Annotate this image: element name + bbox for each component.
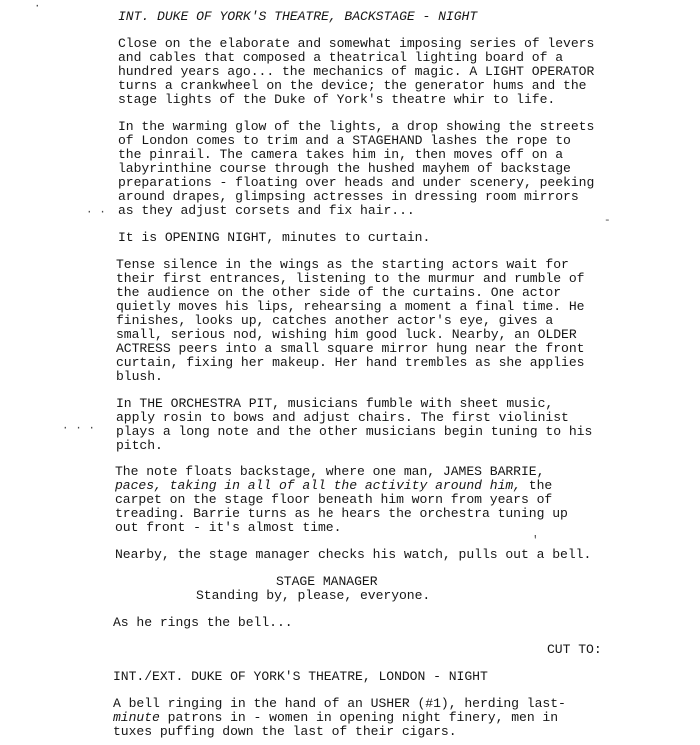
scan-mark: - — [604, 215, 611, 227]
action-line: carpet on the stage floor beneath him worn from years of — [115, 492, 553, 507]
scene-heading: INT./EXT. DUKE OF YORK'S THEATRE, LONDON - NIGHT — [113, 669, 488, 684]
action-line: their first entrances, listening to the murmur and rumble of — [116, 271, 585, 286]
action-line: labyrinthine course through the hushed mayhem of backstage — [118, 161, 571, 176]
transition: CUT TO: — [547, 642, 602, 657]
action-line: As he rings the bell... — [113, 615, 293, 630]
scan-mark: ' — [532, 535, 539, 547]
action-line: It is OPENING NIGHT, minutes to curtain. — [118, 230, 431, 245]
action-line: the audience on the other side of the curtains. One actor — [116, 285, 562, 300]
action-line: of London comes to trim and a STAGEHAND lashes the rope to — [118, 133, 571, 148]
action-line: curtain, fixing her makeup. Her hand trembles as she applies — [116, 355, 585, 370]
action-text: patrons in - women in opening night finery, men in — [159, 710, 559, 725]
action-line: blush. — [116, 369, 163, 384]
action-line: treading. Barrie turns as he hears the orchestra tuning up — [115, 506, 568, 521]
character-name: STAGE MANAGER — [276, 574, 378, 589]
italic-text: paces, taking in all of all the activity around him, — [115, 478, 521, 493]
action-line: preparations - floating over heads and under scenery, peeking — [118, 175, 595, 190]
action-line: In THE ORCHESTRA PIT, musicians fumble with sheet music, — [116, 396, 554, 411]
action-line: finishes, looks up, catches another actor's eye, gives a — [116, 313, 554, 328]
action-text: the — [521, 478, 553, 493]
action-line: Nearby, the stage manager checks his watch, pulls out a bell. — [115, 547, 592, 562]
dialogue-line: Standing by, please, everyone. — [196, 588, 431, 603]
scan-mark: · · — [86, 207, 106, 219]
scan-mark: · — [34, 1, 41, 13]
action-line: A bell ringing in the hand of an USHER (#1), herding last- — [113, 696, 566, 711]
action-line: apply rosin to bows and adjust chairs. The first violinist — [116, 410, 569, 425]
action-line: tuxes puffing down the last of their cigars. — [113, 724, 457, 739]
action-line: and cables that composed a theatrical lighting board of a — [118, 50, 564, 65]
italic-text: minute — [113, 710, 160, 725]
action-line: The note floats backstage, where one man, JAMES BARRIE, — [115, 464, 545, 479]
action-line: stage lights of the Duke of York's theatre whir to life. — [118, 92, 556, 107]
action-line: plays a long note and the other musicians begin tuning to his — [116, 424, 593, 439]
action-line — [115, 479, 700, 493]
action-line — [113, 711, 700, 725]
action-line: ACTRESS peers into a small square mirror hung near the front — [116, 341, 585, 356]
action-line: out front - it's almost time. — [115, 520, 342, 535]
action-line: pitch. — [116, 438, 163, 453]
action-line: as they adjust corsets and fix hair... — [118, 203, 415, 218]
scene-heading: INT. DUKE OF YORK'S THEATRE, BACKSTAGE - NIGHT — [118, 9, 478, 24]
action-line: the pinrail. The camera takes him in, then moves off on a — [118, 147, 564, 162]
scan-mark: · · · — [62, 423, 96, 435]
action-line: Close on the elaborate and somewhat imposing series of levers — [118, 36, 595, 51]
action-line: quietly moves his lips, rehearsing a moment a final time. He — [116, 299, 585, 314]
action-line: In the warming glow of the lights, a drop showing the streets — [118, 119, 595, 134]
action-line: turns a crankwheel on the device; the generator hums and the — [118, 78, 587, 93]
action-line: around drapes, glimpsing actresses in dressing room mirrors — [118, 189, 579, 204]
action-line: small, serious nod, wishing him good luck. Nearby, an OLDER — [116, 327, 577, 342]
action-line: hundred years ago... the mechanics of magic. A LIGHT OPERATOR — [118, 64, 595, 79]
action-line: Tense silence in the wings as the starting actors wait for — [116, 257, 569, 272]
